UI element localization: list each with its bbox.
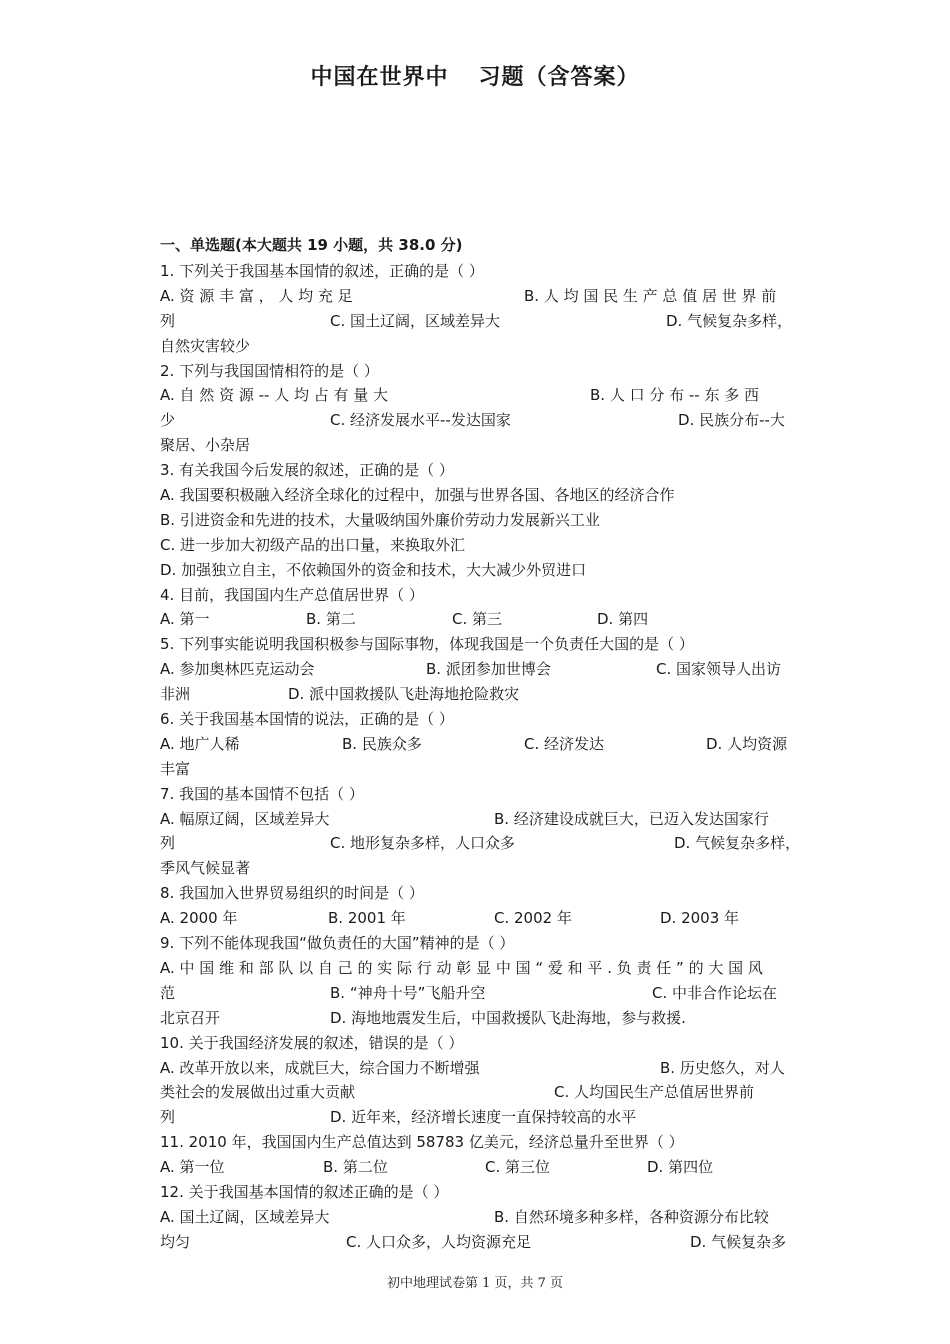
line-text: 2. 下列与我国国情相符的是（ ）	[160, 361, 379, 380]
text-line	[160, 856, 792, 881]
line-text: 10. 关于我国经济发展的叙述，错误的是（ ）	[160, 1033, 464, 1052]
option-text: D. 第四位	[647, 1158, 714, 1177]
text-line	[160, 931, 792, 956]
option-text: C. 经济发展水平--发达国家	[330, 411, 511, 430]
option-text: C. 经济发达	[524, 734, 605, 753]
option-text: D. 气候复杂多样，	[666, 311, 793, 330]
text-line	[160, 558, 792, 583]
option-text: C. 地形复杂多样，人口众多	[330, 834, 516, 853]
option-text: B. 历史悠久，对人	[660, 1058, 785, 1077]
line-text: 非洲	[160, 685, 191, 704]
text-line	[160, 1006, 792, 1031]
option-text: D. 近年来，经济增长速度一直保持较高的水平	[330, 1108, 637, 1127]
text-line	[160, 483, 792, 508]
option-text: D. 人均资源	[706, 734, 788, 753]
text-line	[160, 732, 792, 757]
option-text: D. 海地地震发生后，中国救援队飞赴海地，参与救援.	[330, 1008, 686, 1027]
line-text: 4. 目前，我国国内生产总值居世界（ ）	[160, 585, 424, 604]
line-text: 8. 我国加入世界贸易组织的时间是（ ）	[160, 884, 424, 903]
text-line	[160, 284, 792, 309]
line-text: 1. 下列关于我国基本国情的叙述，正确的是（ ）	[160, 262, 484, 280]
line-text: A. 资 源 丰 富 ， 人 均 充 足	[160, 286, 353, 305]
text-line	[160, 259, 792, 284]
text-line	[160, 359, 792, 384]
option-text: B. 人 均 国 民 生 产 总 值 居 世 界 前	[524, 286, 777, 305]
line-text: 均匀	[160, 1232, 191, 1251]
line-text: 列	[160, 1108, 176, 1127]
option-text: B. 经济建设成就巨大，已迈入发达国家行	[494, 809, 769, 828]
line-text: A. 国土辽阔，区域差异大	[160, 1207, 330, 1226]
line-text: 列	[160, 311, 176, 330]
option-text: C. 国家领导人出访	[656, 660, 782, 679]
text-line	[160, 782, 792, 807]
line-text: A. 改革开放以来，成就巨大，综合国力不断增强	[160, 1058, 480, 1077]
text-line	[160, 657, 792, 682]
text-line	[160, 682, 792, 707]
line-text: A. 中 国 维 和 部 队 以 自 己 的 实 际 行 动 彰 显 中 国 “ 爱 和 平 . 负 责 任 ” 的 大 国 风	[160, 958, 763, 977]
line-text: 少	[160, 411, 176, 430]
text-line	[160, 1130, 792, 1155]
line-text: D. 加强独立自主，不依赖国外的资金和技术，大大减少外贸进口	[160, 560, 587, 579]
page-footer: 初中地理试卷第 1 页，共 7 页	[386, 1276, 564, 1291]
line-text: A. 第一位	[160, 1158, 225, 1177]
line-text: C. 进一步加大初级产品的出口量，来换取外汇	[160, 535, 466, 554]
text-line	[160, 458, 792, 483]
text-line	[160, 1230, 792, 1255]
text-line	[160, 309, 792, 334]
line-text: 9. 下列不能体现我国“做负责任的大国”精神的是（ ）	[160, 934, 515, 953]
text-line	[160, 533, 792, 558]
page-title	[0, 60, 950, 91]
line-text: A. 幅原辽阔，区域差异大	[160, 809, 330, 828]
text-line	[160, 1205, 792, 1230]
text-line	[160, 1155, 792, 1180]
option-text: B. “神舟十号”飞船升空	[330, 983, 486, 1002]
line-text: A. 第一	[160, 610, 210, 629]
line-text: A. 参加奥林匹克运动会	[160, 660, 315, 679]
text-line	[160, 1180, 792, 1205]
text-line	[160, 1031, 792, 1056]
option-text: C. 2002 年	[494, 909, 572, 928]
text-line	[160, 831, 801, 856]
text-line	[160, 334, 792, 359]
text-line	[160, 906, 792, 931]
title-sub: 习题（含答案）	[478, 65, 640, 90]
line-text: 丰富	[160, 759, 191, 778]
line-text: 6. 关于我国基本国情的说法，正确的是（ ）	[160, 710, 454, 729]
option-text: D. 气候复杂多	[690, 1232, 787, 1251]
line-text: 3. 有关我国今后发展的叙述，正确的是（ ）	[160, 461, 454, 480]
line-text: A. 2000 年	[160, 909, 238, 928]
text-line	[160, 607, 792, 632]
text-line	[160, 583, 792, 608]
option-text: D. 第四	[597, 610, 649, 629]
option-text: B. 自然环境多种多样，各种资源分布比较	[494, 1207, 769, 1226]
line-text: 7. 我国的基本国情不包括（ ）	[160, 784, 364, 803]
line-text: 北京召开	[160, 1008, 221, 1027]
line-text: 自然灾害较少	[160, 336, 251, 355]
line-text: 12. 关于我国基本国情的叙述正确的是（ ）	[160, 1182, 449, 1201]
text-line	[160, 433, 792, 458]
line-text: B. 引进资金和先进的技术，大量吸纳国外廉价劳动力发展新兴工业	[160, 510, 600, 529]
section-heading: 一、单选题(本大题共 19 小题，共 38.0 分)	[160, 236, 463, 254]
option-text: D. 2003 年	[660, 909, 740, 928]
option-text: B. 第二位	[323, 1158, 388, 1177]
text-line	[160, 757, 792, 782]
text-line	[160, 707, 792, 732]
option-text: C. 人口众多，人均资源充足	[346, 1232, 532, 1251]
option-text: D. 派中国救援队飞赴海地抢险救灾	[288, 685, 520, 704]
option-text: D. 民族分布--大	[678, 411, 785, 430]
line-text: 11. 2010 年，我国国内生产总值达到 58783 亿美元，经济总量升至世界（ ）	[160, 1133, 684, 1152]
line-text: 类社会的发展做出过重大贡献	[160, 1083, 356, 1102]
line-text: 5. 下列事实能说明我国积极参与国际事物，体现我国是一个负责任大国的是（ ）	[160, 635, 694, 654]
option-text: B. 人 口 分 布 -- 东 多 西	[590, 386, 760, 405]
title-main: 中国在世界中	[310, 65, 449, 90]
option-text: D. 气候复杂多样，	[674, 834, 801, 853]
option-text: B. 第二	[306, 610, 356, 629]
text-line	[160, 881, 792, 906]
option-text: C. 第三	[452, 610, 503, 629]
text-line	[160, 1056, 792, 1081]
text-line	[160, 956, 792, 981]
option-text: C. 国土辽阔，区域差异大	[330, 311, 501, 330]
option-text: C. 中非合作论坛在	[652, 983, 778, 1002]
text-line	[160, 807, 792, 832]
option-text: B. 派团参加世博会	[426, 660, 551, 679]
line-text: 聚居、小杂居	[160, 436, 251, 455]
text-line	[160, 508, 792, 533]
option-text: C. 人均国民生产总值居世界前	[554, 1083, 755, 1102]
line-text: 列	[160, 834, 176, 853]
text-line	[160, 981, 792, 1006]
text-line	[160, 632, 792, 657]
text-line	[160, 408, 792, 433]
question-list	[160, 259, 801, 1255]
line-text: A. 地广人稀	[160, 734, 240, 753]
text-line	[160, 1105, 792, 1130]
option-text: B. 2001 年	[328, 909, 406, 928]
text-line	[160, 383, 792, 408]
line-text: A. 自 然 资 源 -- 人 均 占 有 量 大	[160, 386, 389, 405]
option-text: C. 第三位	[485, 1158, 551, 1177]
line-text: A. 我国要积极融入经济全球化的过程中，加强与世界各国、各地区的经济合作	[160, 486, 675, 505]
line-text: 范	[160, 983, 176, 1002]
line-text: 季风气候显著	[160, 859, 251, 878]
text-line	[160, 1080, 792, 1105]
option-text: B. 民族众多	[342, 734, 422, 753]
